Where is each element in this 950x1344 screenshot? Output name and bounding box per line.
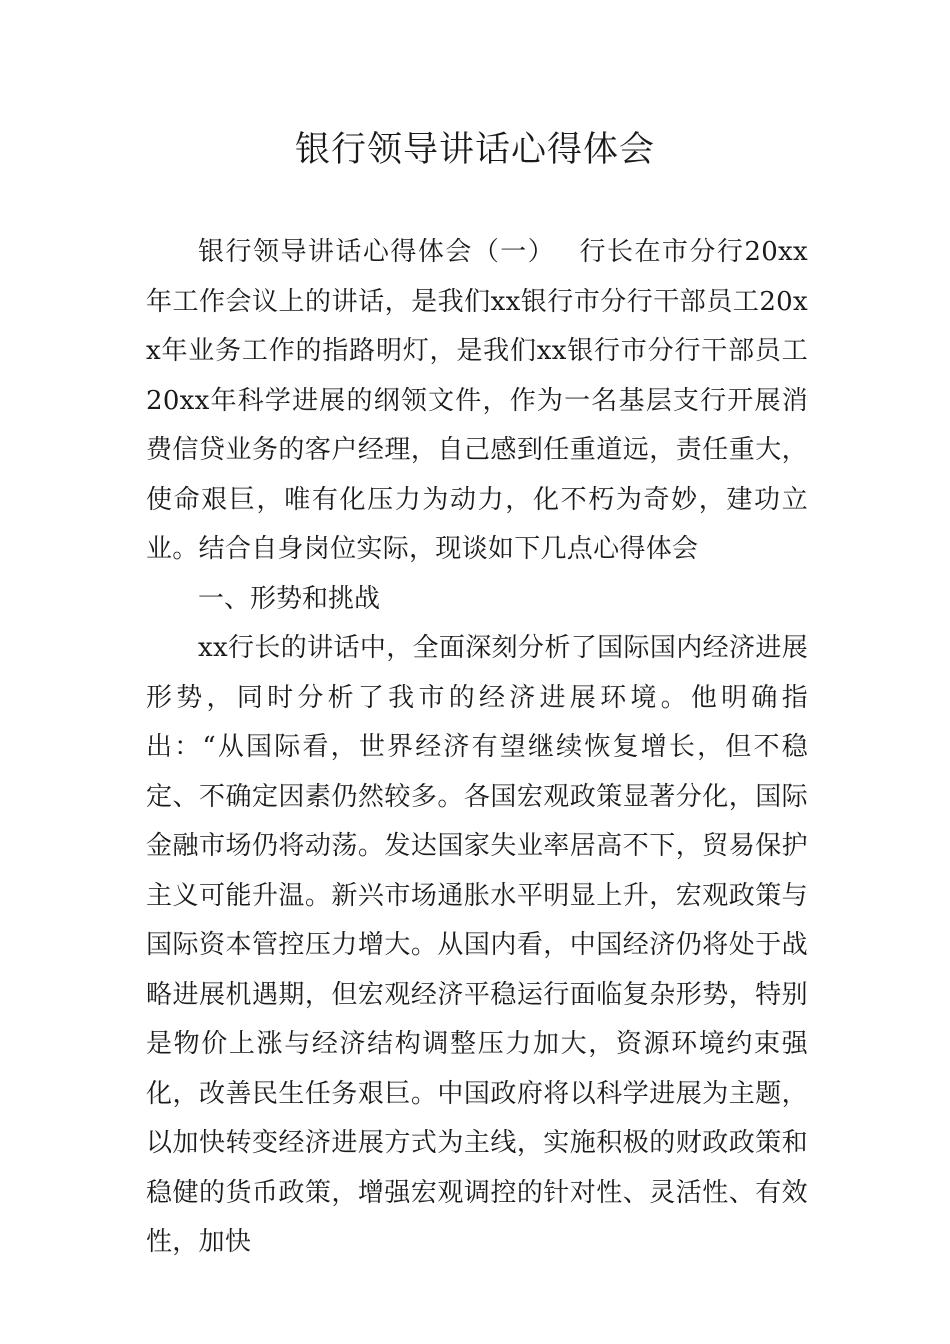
section-heading: 一、形势和挑战 — [198, 583, 381, 614]
intro-paragraph: 银行领导讲话心得体会（一） 行长在市分行20xx年工作会议上的讲话，是我们xx银行市分行干部员工20xx年业务工作的指路明灯，是我们xx银行市分行干部员工20xx年科学进展的纲领文件，作为一名基层支行开展消费信贷业务的客户经理，自己感到任重道远，责任重大，使命艰巨，唯有化压力为动力，化不朽为奇妙，建功立业。结合自身岗位实际，现谈如下几点心得体会 — [146, 237, 808, 564]
body-paragraph: xx行长的讲话中，全面深刻分析了国际国内经济进展形势，同时分析了我市的经济进展环境。他明确指出：“从国际看，世界经济有望继续恢复增长，但不稳定、不确定因素仍然较多。各国宏观政策显著分化，国际金融市场仍将动荡。发达国家失业率居高不下，贸易保护主义可能升温。新兴市场通胀水平明显上升，宏观政策与国际资本管控压力增大。从国内看，中国经济仍将处于战略进展机遇期，但宏观经济平稳运行面临复杂形势，特别是物价上涨与经济结构调整压力加大，资源环境约束强化，改善民生任务艰巨。中国政府将以科学进展为主题，以加快转变经济进展方式为主线，实施积极的财政政策和稳健的货币政策，增强宏观调控的针对性、灵活性、有效性，加快 — [146, 633, 808, 1257]
document-body — [146, 228, 808, 1268]
document-title: 银行领导讲话心得体会 — [294, 130, 655, 170]
